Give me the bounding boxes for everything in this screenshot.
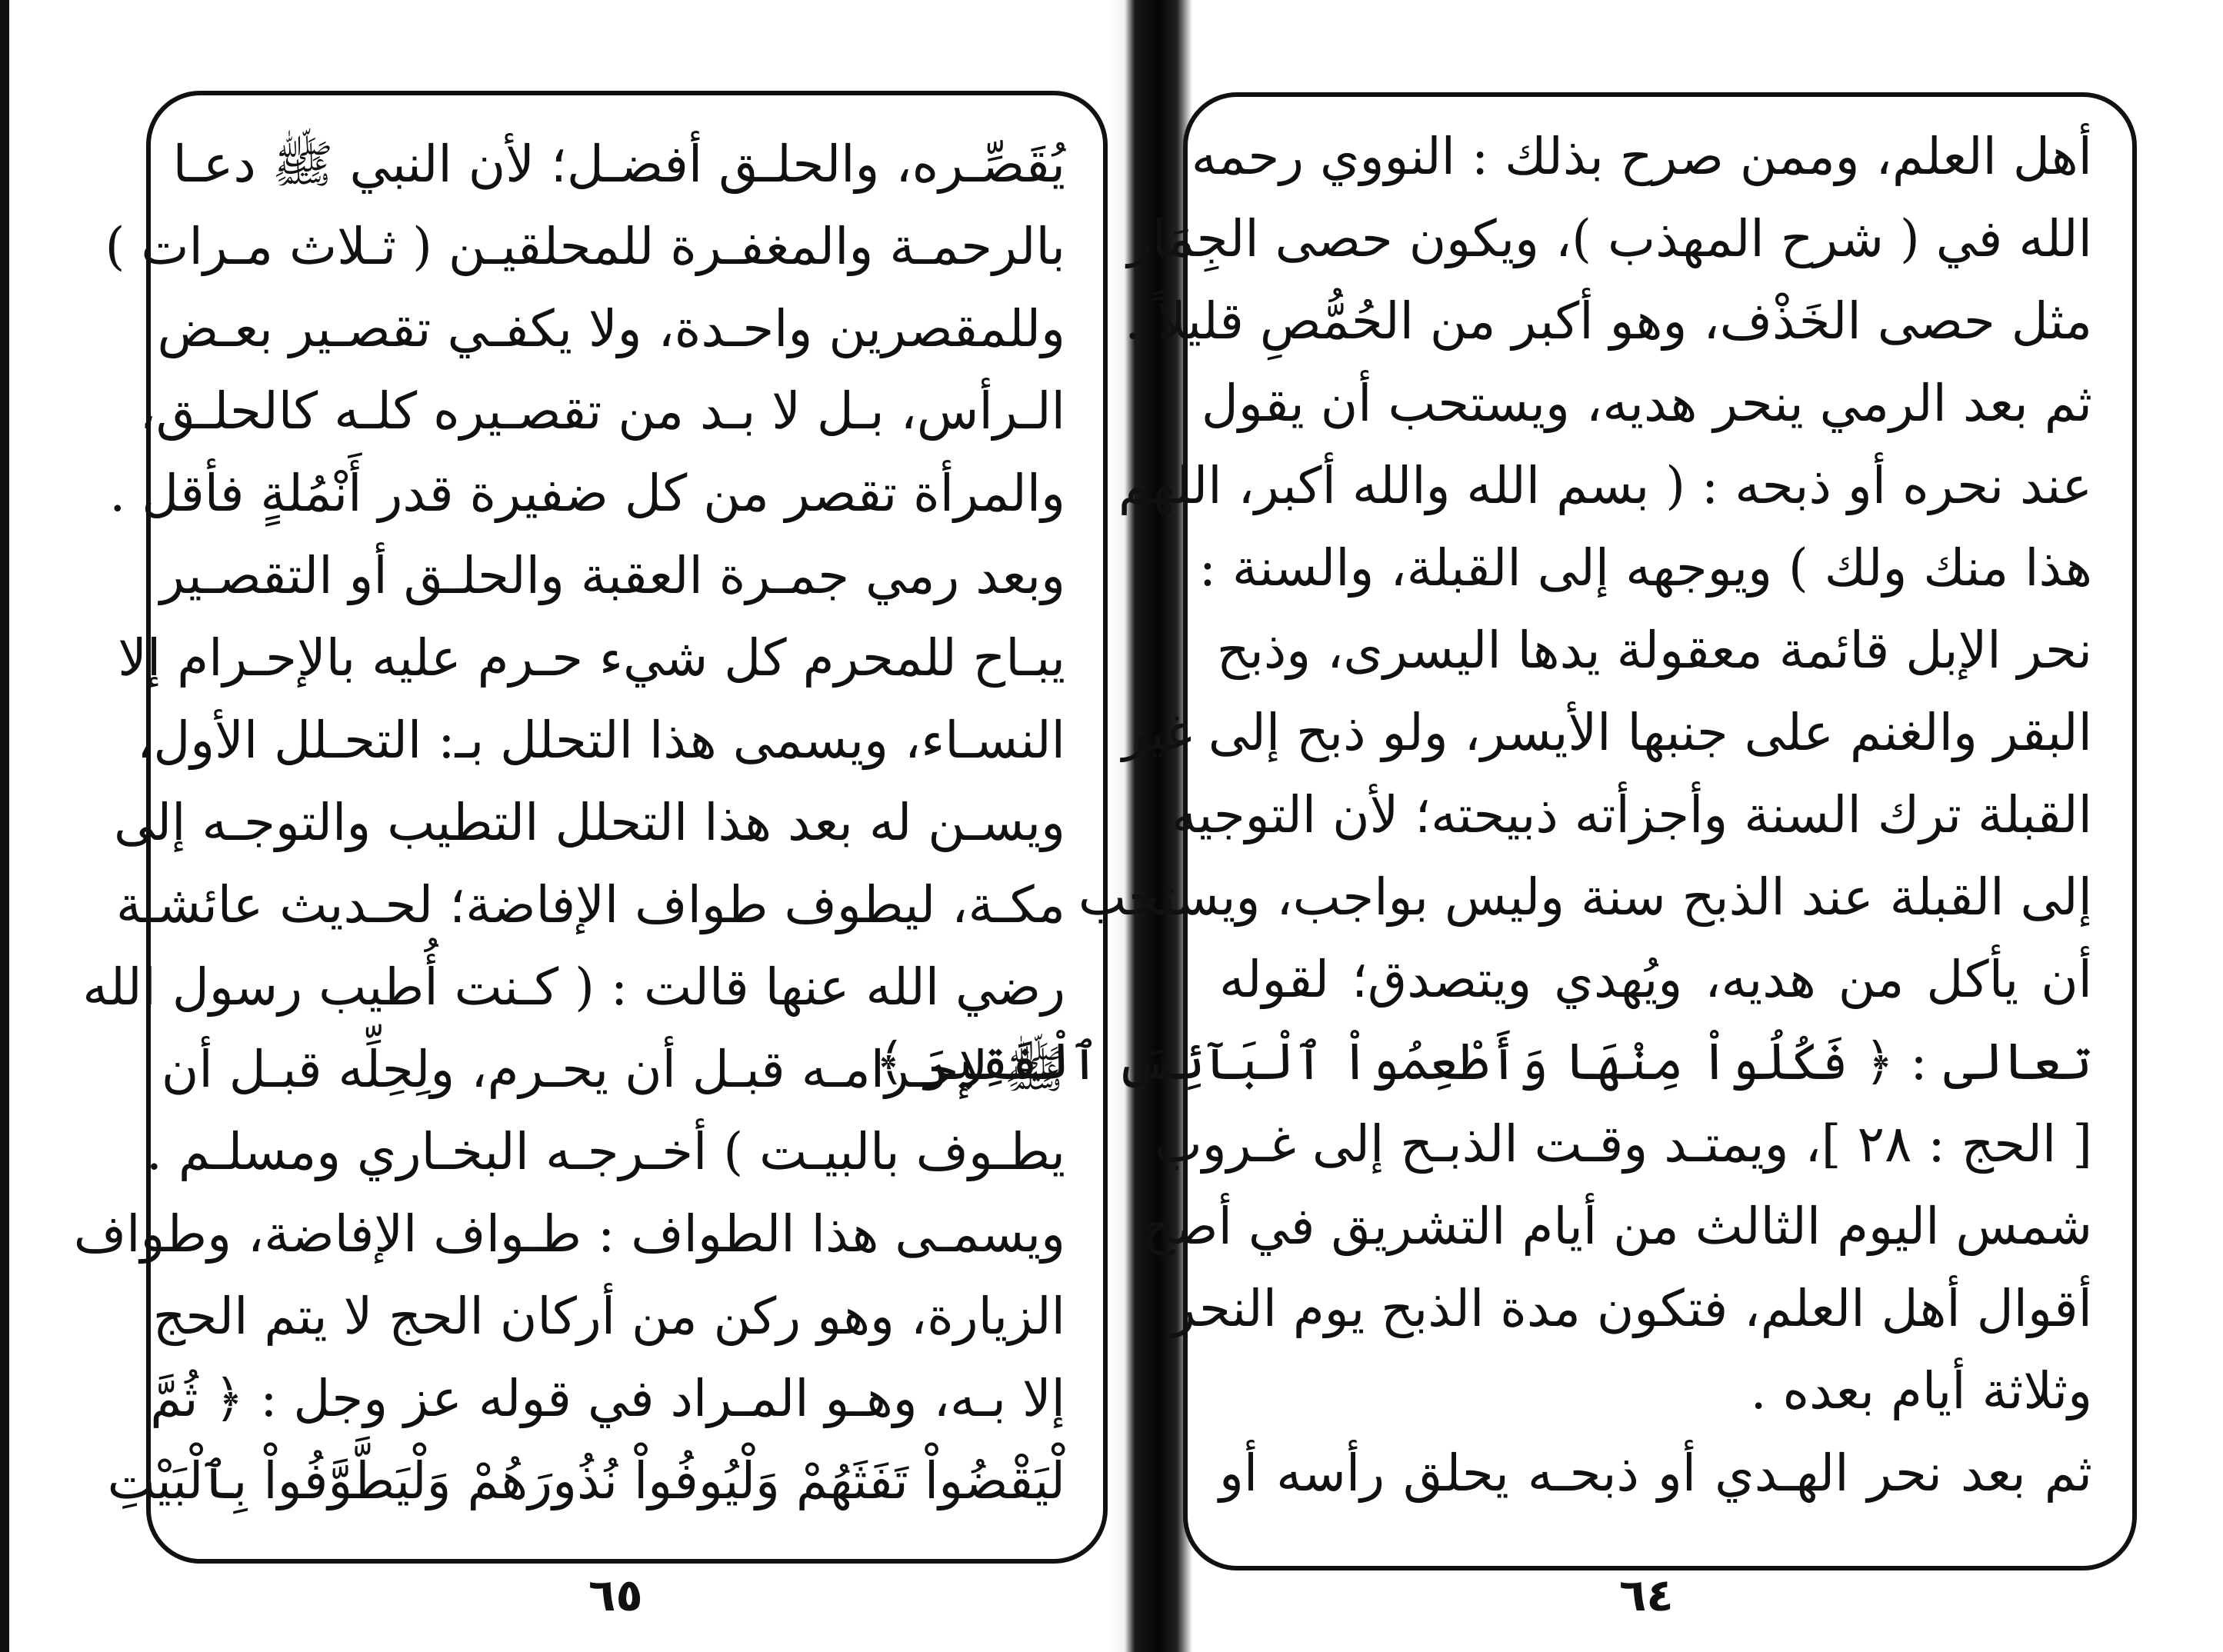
text-line: إلا بـه، وهـو المـراد في قوله عز وجل : ﴿ ثُمَّ: [150, 1369, 1065, 1428]
text-line: أن يأكل من هديه، ويُهدي ويتصدق؛ لقوله: [1219, 950, 2092, 1009]
text-line: والمرأة تقصر من كل ضفيرة قدر أَنْمُلةٍ فأقل .: [109, 464, 1065, 523]
text-line: وللمقصرين واحـدة، ولا يكفـي تقصـير بعـض: [157, 299, 1065, 358]
text-line: ﷺ لإحـرامـه قبـل أن يحـرم، ولِحِلِّه قبـل أن: [161, 1040, 1065, 1099]
text-line: مثل حصى الخَذْف، وهو أكبر من الحُمُّصِ قليلاً .: [1125, 291, 2092, 351]
text-line: عند نحره أو ذبحه : ( بسم الله والله أكبر، اللهم: [1118, 456, 2092, 515]
text-line: النسـاء، ويسمى هذا التحلل بـ: التحـلل الأول،: [137, 711, 1065, 770]
text-line: أقوال أهل العلم، فتكون مدة الذبح يوم النحر: [1171, 1279, 2092, 1338]
right-page-text: [875, 115, 2092, 1514]
text-line: وثلاثة أيام بعده .: [1750, 1361, 2092, 1421]
text-line: ثم بعد الرمي ينحر هديه، ويستحب أن يقول: [1201, 374, 2092, 433]
text-line: يطـوف بالبيـت ) أخـرجـه البخـاري ومسلـم .: [145, 1122, 1065, 1181]
text-line: [ الحج : ٢٨ ]، ويمتـد وقـت الذبـح إلى غـروب: [1154, 1114, 2092, 1174]
text-line: إلى القبلة عند الذبح سنة وليس بواجب، ويستحب: [1078, 868, 2092, 927]
text-line: أهل العلم، وممن صرح بذلك : النووي رحمه: [1191, 127, 2092, 186]
left-page-text: [73, 123, 1065, 1522]
text-line: يبـاح للمحرم كل شيء حـرم عليه بالإحـرام إلا: [118, 628, 1065, 688]
scan-edge-shadow: [0, 0, 9, 1652]
text-line: بالرحمـة والمغفـرة للمحلقيـن ( ثـلاث مـرات ): [105, 217, 1065, 276]
text-line: وبعد رمي جمـرة العقبة والحلـق أو التقصـير: [159, 546, 1065, 605]
text-line: الله في ( شرح المهذب )، ويكون حصى الجِمَار: [1127, 209, 2092, 268]
text-line: الزيارة، وهو ركن من أركان الحج لا يتم الحج: [152, 1287, 1065, 1346]
text-line: يُقَصِّـره، والحلـق أفضـل؛ لأن النبي ﷺ دعـا: [172, 135, 1065, 194]
text-line: نحر الإبل قائمة معقولة يدها اليسرى، وذبح: [1216, 621, 2092, 680]
text-line: الـرأس، بـل لا بـد من تقصـيره كلـه كالحلـق،: [139, 381, 1065, 441]
text-line: تعالى : ﴿ فَكُلُواْ مِنْهَا وَأَطْعِمُواْ ٱلْبَآئِسَ ٱلْفَقِيرَ ﴾: [875, 1032, 2092, 1091]
text-line: ويسـن له بعد هذا التحلل التطيب والتوجـه إلى: [113, 793, 1065, 852]
text-line: هذا منك ولك ) ويوجهه إلى القبلة، والسنة :: [1198, 538, 2092, 598]
page-number: ٦٥: [588, 1569, 643, 1621]
text-line: مكـة، ليطوف طواف الإفاضة؛ لحـديث عائشـة: [115, 875, 1065, 934]
text-line: ويسمـى هذا الطواف : طـواف الإفاضة، وطواف: [73, 1204, 1065, 1264]
text-line: القبلة ترك السنة وأجزأته ذبيحته؛ لأن التوجيه: [1171, 785, 2092, 844]
text-line: ثم بعد نحر الهـدي أو ذبحـه يحلق رأسه أو: [1219, 1444, 2092, 1503]
text-line: رضي الله عنها قالت : ( كـنت أُطيب رسول الله: [82, 958, 1065, 1017]
text-line: البقر والغنم على جنبها الأيسر، ولو ذبح إلى غير: [1121, 703, 2092, 762]
text-line: شمس اليوم الثالث من أيام التشريق في أصح: [1141, 1197, 2092, 1256]
text-line: لْيَقْضُواْ تَفَثَهُمْ وَلْيُوفُواْ نُذُورَهُمْ وَلْيَطَّوَّفُواْ بِٱلْبَيْتِ: [107, 1451, 1065, 1510]
page-number: ٦٤: [1619, 1569, 1674, 1621]
